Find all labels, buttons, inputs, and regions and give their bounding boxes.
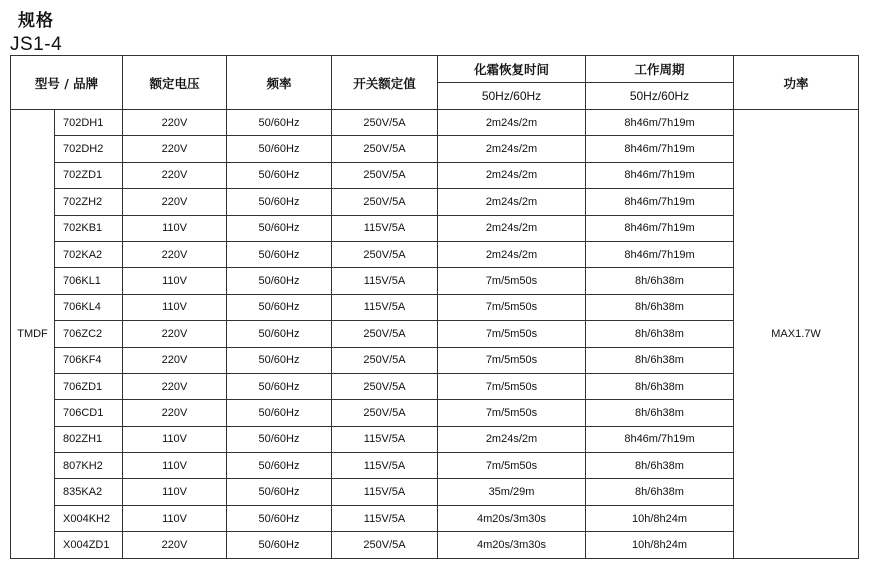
table-row: [11, 400, 859, 426]
frequency-cell: 50/60Hz: [227, 215, 332, 241]
frequency-cell: 50/60Hz: [227, 189, 332, 215]
model-cell: X004KH2: [55, 505, 123, 531]
model-series-title: JS1-4: [10, 34, 63, 55]
frequency-cell: 50/60Hz: [227, 373, 332, 399]
cycle-cell: 8h46m/7h19m: [586, 110, 734, 136]
frequency-cell: 50/60Hz: [227, 532, 332, 558]
model-cell: 706ZD1: [55, 373, 123, 399]
cycle-cell: 8h46m/7h19m: [586, 162, 734, 188]
cycle-cell: 8h/6h38m: [586, 479, 734, 505]
cycle-cell: 8h/6h38m: [586, 321, 734, 347]
switch-rating-cell: 115V/5A: [332, 505, 438, 531]
defrost-time-cell: 7m/5m50s: [438, 347, 586, 373]
table-row: [11, 347, 859, 373]
frequency-cell: 50/60Hz: [227, 136, 332, 162]
cycle-cell: 8h/6h38m: [586, 453, 734, 479]
defrost-time-cell: 2m24s/2m: [438, 110, 586, 136]
voltage-cell: 220V: [123, 189, 227, 215]
switch-rating-cell: 115V/5A: [332, 268, 438, 294]
table-row: [11, 215, 859, 241]
defrost-time-cell: 4m20s/3m30s: [438, 532, 586, 558]
frequency-cell: 50/60Hz: [227, 400, 332, 426]
model-cell: 802ZH1: [55, 426, 123, 452]
defrost-time-cell: 2m24s/2m: [438, 189, 586, 215]
cycle-cell: 8h/6h38m: [586, 400, 734, 426]
model-cell: 702ZH2: [55, 189, 123, 215]
table-row: [11, 479, 859, 505]
brand-cell: TMDF: [11, 110, 55, 559]
switch-rating-cell: 115V/5A: [332, 479, 438, 505]
voltage-cell: 220V: [123, 347, 227, 373]
defrost-time-cell: 2m24s/2m: [438, 136, 586, 162]
table-row: [11, 136, 859, 162]
frequency-cell: 50/60Hz: [227, 162, 332, 188]
table-row: [11, 373, 859, 399]
header-voltage: 额定电压: [123, 56, 227, 110]
spec-table: [10, 55, 859, 559]
defrost-time-cell: 2m24s/2m: [438, 162, 586, 188]
defrost-time-cell: 7m/5m50s: [438, 321, 586, 347]
cycle-cell: 10h/8h24m: [586, 532, 734, 558]
model-cell: 702ZD1: [55, 162, 123, 188]
table-row: [11, 453, 859, 479]
cycle-cell: 8h/6h38m: [586, 347, 734, 373]
model-cell: 702KB1: [55, 215, 123, 241]
table-row: [11, 162, 859, 188]
defrost-time-cell: 7m/5m50s: [438, 373, 586, 399]
page-heading: 规格: [18, 11, 54, 31]
table-row: [11, 241, 859, 267]
switch-rating-cell: 250V/5A: [332, 136, 438, 162]
switch-rating-cell: 250V/5A: [332, 162, 438, 188]
switch-rating-cell: 250V/5A: [332, 373, 438, 399]
table-row: [11, 532, 859, 558]
model-cell: 706KL4: [55, 294, 123, 320]
cycle-cell: 8h/6h38m: [586, 268, 734, 294]
spec-table-body: [11, 110, 859, 559]
frequency-cell: 50/60Hz: [227, 347, 332, 373]
spec-table-header: [11, 56, 859, 110]
defrost-time-cell: 2m24s/2m: [438, 241, 586, 267]
voltage-cell: 220V: [123, 532, 227, 558]
table-row: [11, 426, 859, 452]
frequency-cell: 50/60Hz: [227, 110, 332, 136]
header-cycle: 工作周期: [586, 56, 734, 83]
switch-rating-cell: 115V/5A: [332, 426, 438, 452]
defrost-time-cell: 2m24s/2m: [438, 215, 586, 241]
voltage-cell: 110V: [123, 215, 227, 241]
model-cell: 807KH2: [55, 453, 123, 479]
model-cell: 702DH1: [55, 110, 123, 136]
table-row: [11, 505, 859, 531]
voltage-cell: 220V: [123, 321, 227, 347]
switch-rating-cell: 250V/5A: [332, 241, 438, 267]
frequency-cell: 50/60Hz: [227, 453, 332, 479]
defrost-time-cell: 7m/5m50s: [438, 400, 586, 426]
voltage-cell: 220V: [123, 110, 227, 136]
switch-rating-cell: 250V/5A: [332, 400, 438, 426]
model-cell: 702DH2: [55, 136, 123, 162]
frequency-cell: 50/60Hz: [227, 479, 332, 505]
frequency-cell: 50/60Hz: [227, 268, 332, 294]
cycle-cell: 8h/6h38m: [586, 373, 734, 399]
header-power: 功率: [734, 56, 859, 110]
header-frequency: 频率: [227, 56, 332, 110]
voltage-cell: 220V: [123, 136, 227, 162]
model-cell: 706ZC2: [55, 321, 123, 347]
table-row: [11, 294, 859, 320]
table-row: [11, 110, 859, 136]
defrost-time-cell: 7m/5m50s: [438, 268, 586, 294]
header-switch-rating: 开关额定值: [332, 56, 438, 110]
table-row: [11, 268, 859, 294]
switch-rating-cell: 250V/5A: [332, 321, 438, 347]
header-defrost-time: 化霜恢复时间: [438, 56, 586, 83]
switch-rating-cell: 250V/5A: [332, 110, 438, 136]
voltage-cell: 110V: [123, 294, 227, 320]
cycle-cell: 8h46m/7h19m: [586, 215, 734, 241]
voltage-cell: 220V: [123, 373, 227, 399]
switch-rating-cell: 250V/5A: [332, 189, 438, 215]
switch-rating-cell: 115V/5A: [332, 215, 438, 241]
defrost-time-cell: 7m/5m50s: [438, 294, 586, 320]
model-cell: 702KA2: [55, 241, 123, 267]
header-defrost-time-sub: 50Hz/60Hz: [438, 83, 586, 110]
switch-rating-cell: 250V/5A: [332, 347, 438, 373]
model-cell: 835KA2: [55, 479, 123, 505]
cycle-cell: 10h/8h24m: [586, 505, 734, 531]
voltage-cell: 110V: [123, 268, 227, 294]
cycle-cell: 8h/6h38m: [586, 294, 734, 320]
table-row: [11, 189, 859, 215]
cycle-cell: 8h46m/7h19m: [586, 426, 734, 452]
frequency-cell: 50/60Hz: [227, 321, 332, 347]
table-row: [11, 321, 859, 347]
frequency-cell: 50/60Hz: [227, 241, 332, 267]
defrost-time-cell: 2m24s/2m: [438, 426, 586, 452]
frequency-cell: 50/60Hz: [227, 505, 332, 531]
header-model-brand: 型号 / 品牌: [11, 56, 123, 110]
voltage-cell: 110V: [123, 479, 227, 505]
defrost-time-cell: 7m/5m50s: [438, 453, 586, 479]
power-cell: MAX1.7W: [734, 110, 859, 559]
cycle-cell: 8h46m/7h19m: [586, 189, 734, 215]
switch-rating-cell: 115V/5A: [332, 294, 438, 320]
voltage-cell: 110V: [123, 505, 227, 531]
model-cell: X004ZD1: [55, 532, 123, 558]
defrost-time-cell: 35m/29m: [438, 479, 586, 505]
cycle-cell: 8h46m/7h19m: [586, 241, 734, 267]
frequency-cell: 50/60Hz: [227, 426, 332, 452]
frequency-cell: 50/60Hz: [227, 294, 332, 320]
voltage-cell: 110V: [123, 453, 227, 479]
model-cell: 706KF4: [55, 347, 123, 373]
voltage-cell: 220V: [123, 400, 227, 426]
defrost-time-cell: 4m20s/3m30s: [438, 505, 586, 531]
voltage-cell: 110V: [123, 426, 227, 452]
cycle-cell: 8h46m/7h19m: [586, 136, 734, 162]
header-cycle-sub: 50Hz/60Hz: [586, 83, 734, 110]
model-cell: 706KL1: [55, 268, 123, 294]
voltage-cell: 220V: [123, 241, 227, 267]
model-cell: 706CD1: [55, 400, 123, 426]
switch-rating-cell: 250V/5A: [332, 532, 438, 558]
switch-rating-cell: 115V/5A: [332, 453, 438, 479]
voltage-cell: 220V: [123, 162, 227, 188]
